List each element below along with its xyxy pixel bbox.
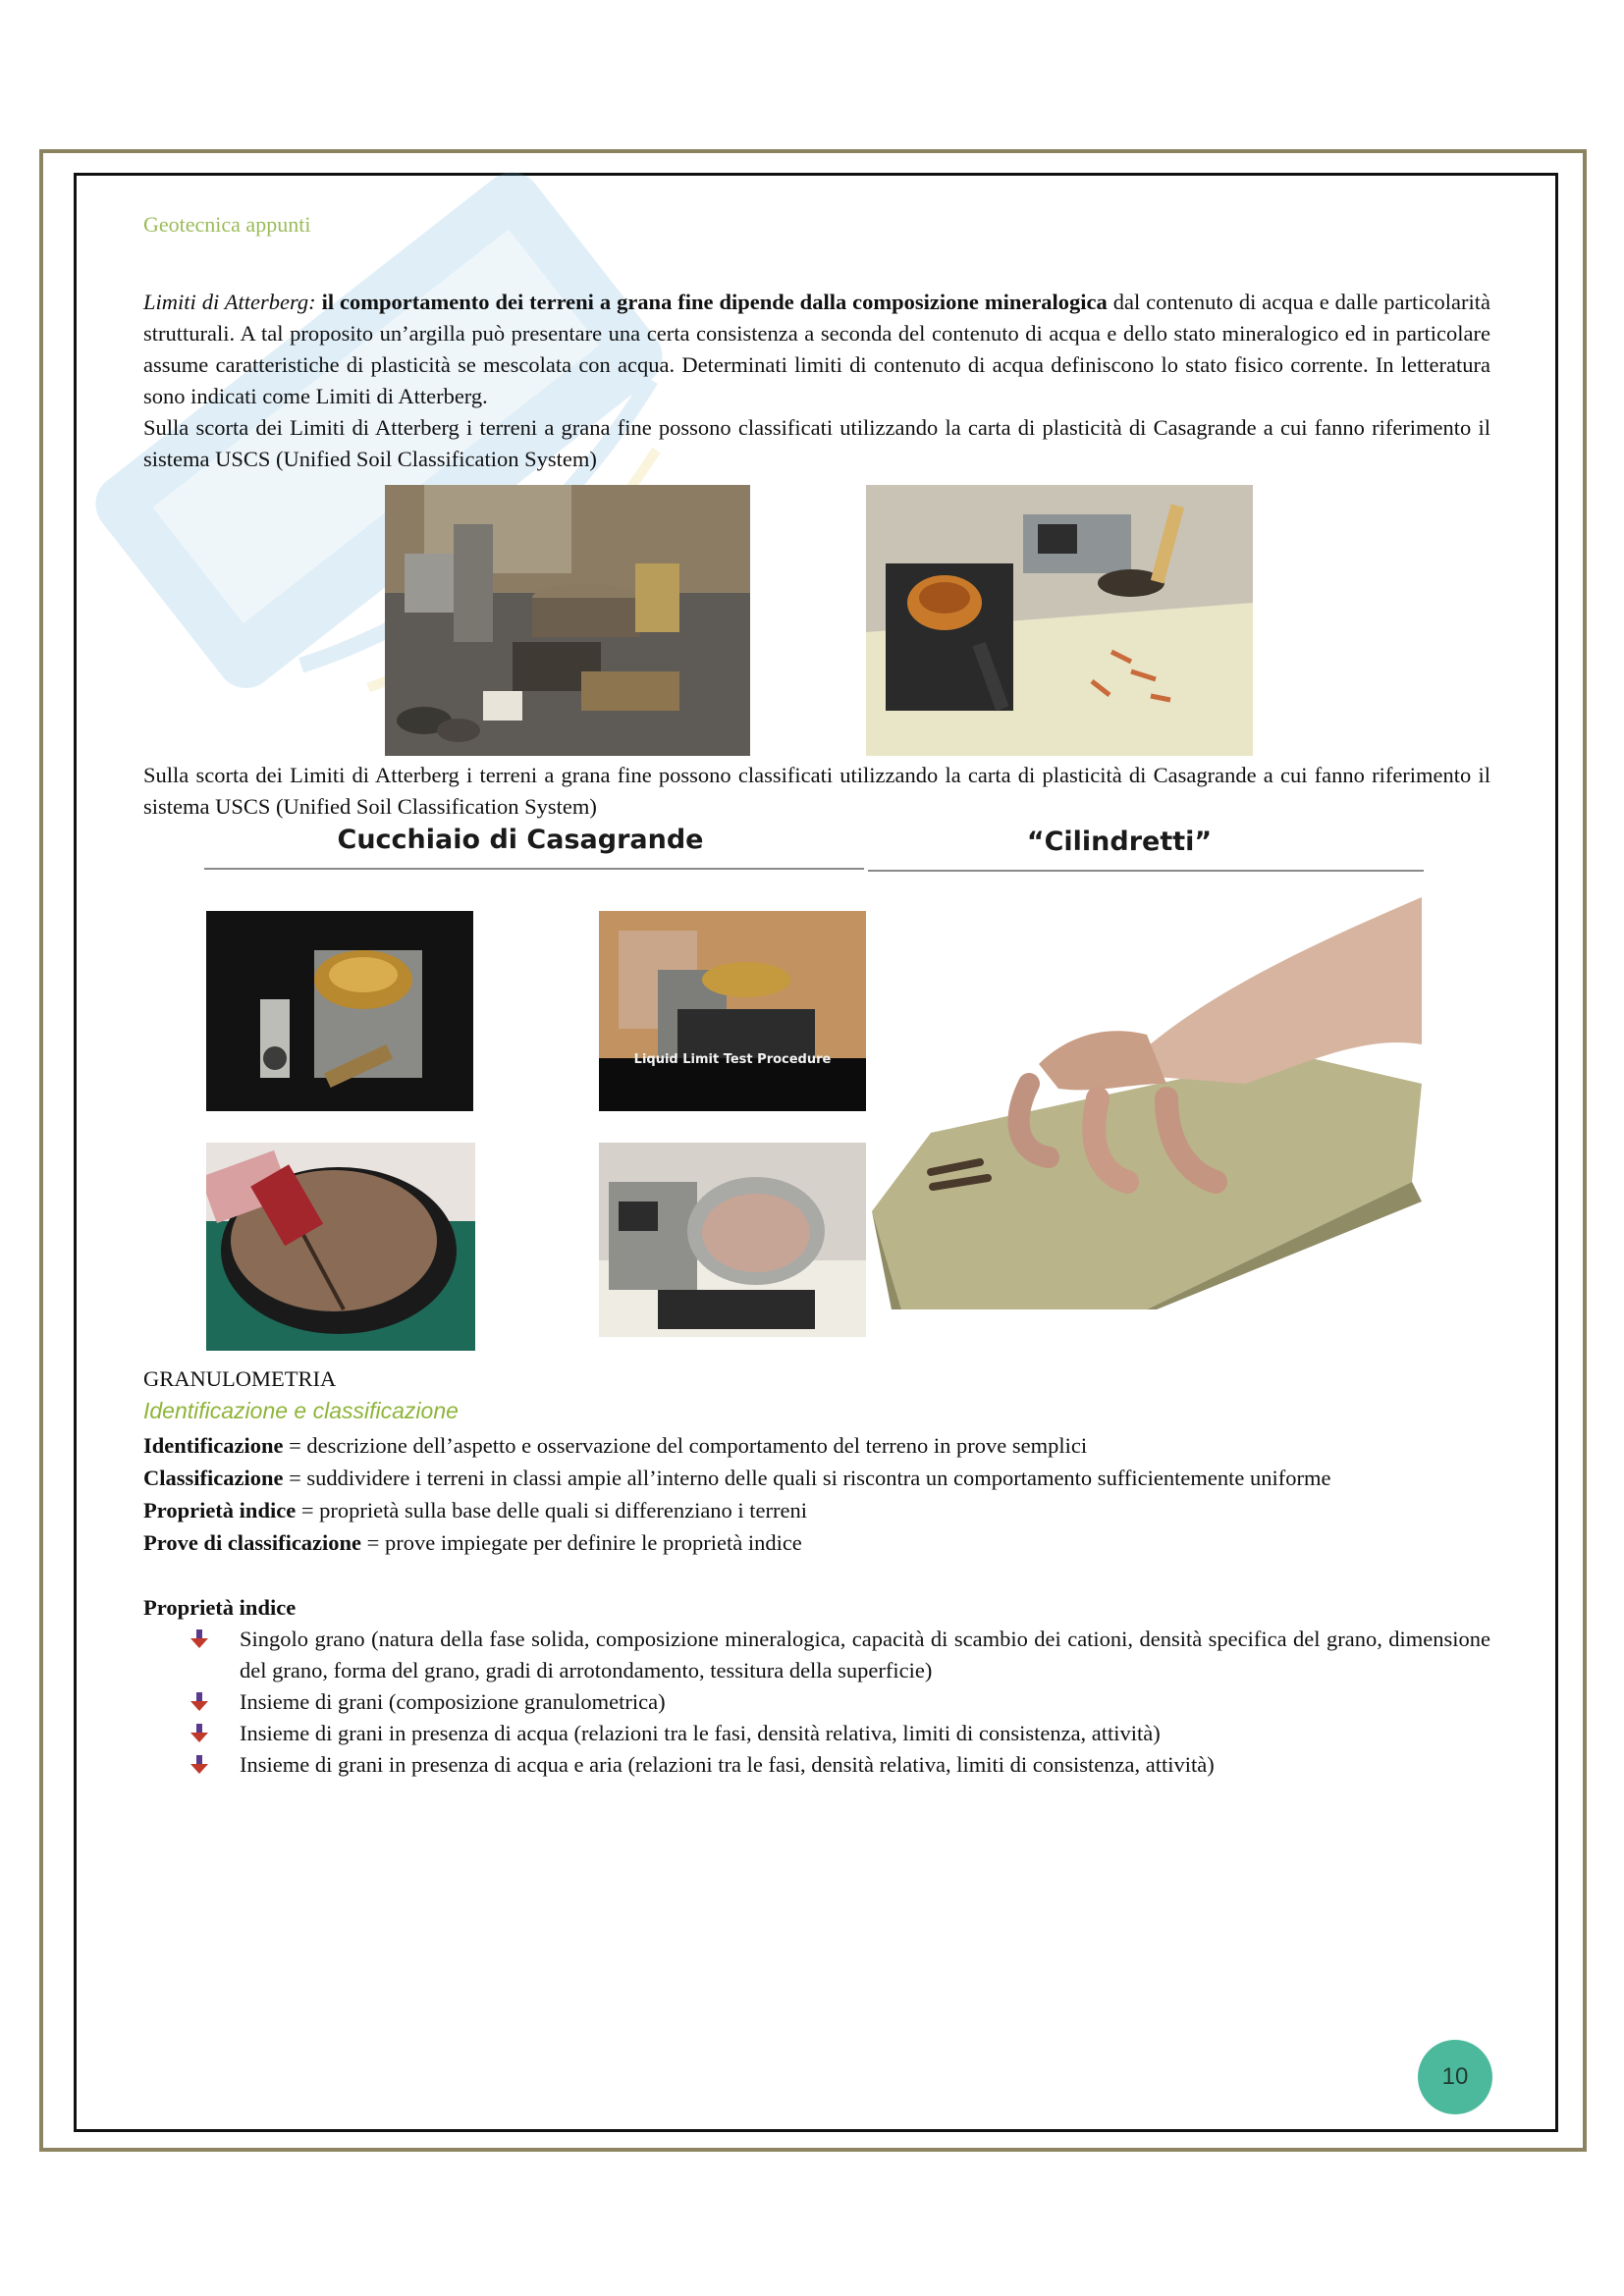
- granulometria-heading: GRANULOMETRIA: [143, 1366, 337, 1391]
- lab-equipment-photo: [385, 485, 750, 756]
- list-item: [143, 1718, 1490, 1749]
- definition-text: = descrizione dell’aspetto e osservazione del comportamento del terreno in prove semplici: [283, 1433, 1088, 1458]
- page-header: Geotecnica appunti: [143, 212, 311, 237]
- classification-paragraph-1: Sulla scorta dei Limiti di Atterberg i terreni a grana fine possono classificati utilizzando la carta di plasticità di Casagrande a cui fanno riferimento il sistema USCS (Unified Soil Classification System): [143, 415, 1490, 471]
- soil-groove-photo: [206, 1143, 475, 1351]
- casagrande-cup-photo: [206, 911, 473, 1111]
- casagrande-board-photo: [866, 485, 1253, 756]
- definition-text: = prove impiegate per definire le proprietà indice: [361, 1530, 802, 1555]
- definitions-list: [143, 1429, 1330, 1559]
- casagrande-title-rule: [204, 868, 864, 870]
- atterberg-term: Limiti di Atterberg:: [143, 290, 316, 314]
- list-item-text: Insieme di grani (composizione granulometrica): [240, 1689, 666, 1714]
- proprieta-indice-section: [143, 1592, 1490, 1781]
- liquid-limit-video-frame: [599, 911, 866, 1111]
- cilindretti-hand-photo: [872, 887, 1424, 1309]
- definition-item: [143, 1526, 1330, 1559]
- atterberg-paragraph: [143, 287, 1490, 412]
- list-item: [143, 1624, 1490, 1686]
- definition-text: = suddividere i terreni in classi ampie all’interno delle quali si riscontra un comportamento sufficientemente uniforme: [283, 1466, 1331, 1490]
- identificazione-subheading: Identificazione e classificazione: [143, 1398, 459, 1423]
- definition-text: = proprietà sulla base delle quali si differenziano i terreni: [296, 1498, 808, 1522]
- list-item-text: Singolo grano (natura della fase solida, composizione mineralogica, capacità di scambio dei cationi, densità specifica del grano, dimensione del grano, forma del grano, gradi di arrotondamento, tessitura della superficie): [240, 1627, 1490, 1682]
- video-caption: Liquid Limit Test Procedure: [633, 1052, 832, 1067]
- atterberg-body: dal contenuto di acqua e dalle particolarità strutturali. A tal proposito un’argilla può presentare una certa consistenza a seconda del contenuto di acqua e dello stato mineralogico ed in particolare assume caratteristiche di plasticità se mescolata con acqua. Determinati limiti di contenuto di acqua definiscono lo stato fisico corrente. In letteratura sono indicati come Limiti di Atterberg.: [143, 290, 1490, 408]
- classification-paragraph-2: Sulla scorta dei Limiti di Atterberg i terreni a grana fine possono classificati utilizzando la carta di plasticità di Casagrande a cui fanno riferimento il sistema USCS (Unified Soil Classification System): [143, 763, 1490, 819]
- list-item-text: Insieme di grani in presenza di acqua e aria (relazioni tra le fasi, densità relativa, limiti di consistenza, attività): [240, 1752, 1215, 1777]
- page-number-badge: 10: [1418, 2040, 1492, 2114]
- cilindretti-title: “Cilindretti”: [1026, 827, 1213, 857]
- arrow-bullet-icon: [190, 1755, 208, 1775]
- proprieta-indice-title: Proprietà indice: [143, 1595, 297, 1620]
- definition-term: Prove di classificazione: [143, 1530, 362, 1555]
- arrow-bullet-icon: [190, 1692, 208, 1712]
- arrow-bullet-icon: [190, 1629, 208, 1649]
- definition-term: Proprietà indice: [143, 1498, 297, 1522]
- cilindretti-title-rule: [868, 870, 1424, 872]
- definition-item: [143, 1429, 1330, 1462]
- list-item: [143, 1686, 1490, 1718]
- arrow-bullet-icon: [190, 1724, 208, 1743]
- definition-item: [143, 1462, 1330, 1494]
- list-item-text: Insieme di grani in presenza di acqua (relazioni tra le fasi, densità relativa, limiti di consistenza, attività): [240, 1721, 1161, 1745]
- casagrande-device-photo: [599, 1143, 866, 1337]
- casagrande-title: Cucchiaio di Casagrande: [337, 825, 704, 855]
- list-item: [143, 1749, 1490, 1781]
- definition-term: Identificazione: [143, 1433, 284, 1458]
- atterberg-bold-lead: il comportamento dei terreni a grana fine dipende dalla composizione mineralogica: [321, 290, 1108, 314]
- definition-term: Classificazione: [143, 1466, 284, 1490]
- definition-item: [143, 1494, 1330, 1526]
